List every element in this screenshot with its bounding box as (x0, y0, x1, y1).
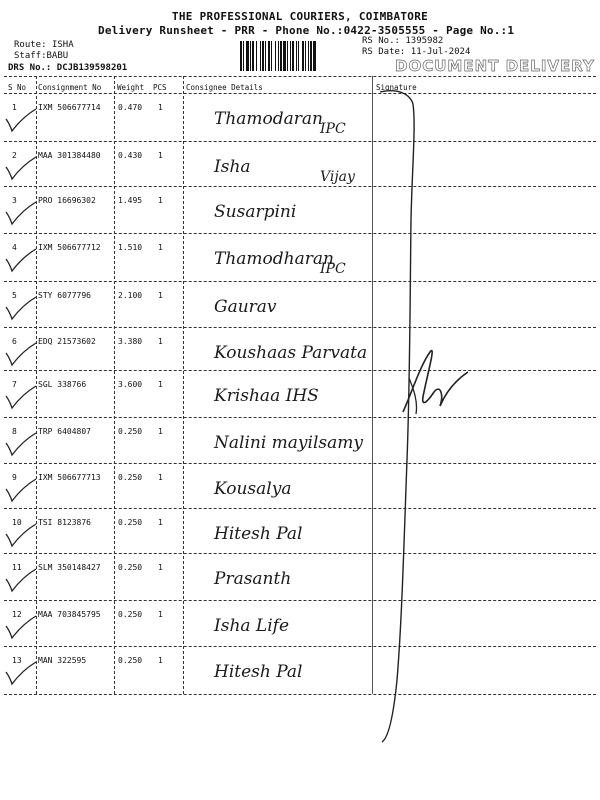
row-sno: 1 (12, 103, 17, 112)
row-consignee-name: Susarpini (214, 202, 297, 222)
row-sno: 5 (12, 291, 17, 300)
row-pcs: 1 (158, 196, 163, 205)
row-pcs: 1 (158, 427, 163, 436)
row-pcs: 1 (158, 610, 163, 619)
row-consignment-no: TSI 8123876 (38, 518, 91, 527)
rs-date-value: 11-Jul-2024 (410, 47, 471, 57)
row-sno: 10 (12, 518, 22, 527)
row-consignee-name: Hitesh Pal (214, 524, 303, 544)
row-pcs: 1 (158, 380, 163, 389)
row-weight: 1.495 (118, 196, 143, 205)
row-sno: 7 (12, 380, 17, 389)
row-consignment-no: MAN 322595 (38, 656, 87, 665)
row-pcs: 1 (158, 473, 163, 482)
row-consignment-no: TRP 6404807 (38, 427, 91, 436)
row-pcs: 1 (158, 103, 163, 112)
row-consignee-name: Kousalya (214, 479, 292, 499)
row-sno: 6 (12, 337, 17, 346)
row-weight: 0.250 (118, 563, 143, 572)
row-pcs: 1 (158, 337, 163, 346)
row-consignment-no: IXM 506677713 (38, 473, 101, 482)
row-consignee-extra: Vijay (320, 169, 355, 185)
row-weight: 0.470 (118, 103, 143, 112)
rs-date-label: RS Date: (362, 47, 406, 57)
row-sno: 4 (12, 243, 17, 252)
row-consignment-no: MAA 301384480 (38, 151, 101, 160)
row-consignee-extra: IPC (320, 121, 346, 137)
col-header-weight: Weight (117, 83, 145, 92)
row-consignee-name: Isha (214, 157, 251, 177)
row-consignment-no: IXM 506677714 (38, 103, 101, 112)
row-sno: 12 (12, 610, 22, 619)
row-weight: 2.100 (118, 291, 143, 300)
row-sno: 11 (12, 563, 22, 572)
row-consignment-no: IXM 506677712 (38, 243, 101, 252)
row-sno: 2 (12, 151, 17, 160)
row-consignee-name: Nalini mayilsamy (214, 433, 363, 453)
col-header-signature: Signature (376, 83, 417, 92)
staff-value: BABU (46, 51, 69, 61)
row-consignee-name: Hitesh Pal (214, 662, 303, 682)
row-consignee-name: Koushaas Parvata (214, 343, 368, 363)
row-pcs: 1 (158, 518, 163, 527)
route-label: Route: (14, 40, 47, 50)
row-weight: 0.250 (118, 427, 143, 436)
row-consignee-name: Gaurav (214, 297, 277, 317)
row-pcs: 1 (158, 151, 163, 160)
row-weight: 3.380 (118, 337, 143, 346)
row-weight: 0.250 (118, 518, 143, 527)
row-pcs: 1 (158, 291, 163, 300)
row-weight: 0.250 (118, 610, 143, 619)
rs-no-label: RS No.: (362, 36, 400, 46)
row-consignment-no: MAA 703845795 (38, 610, 101, 619)
col-header-sno: S No (8, 83, 27, 92)
row-pcs: 1 (158, 563, 163, 572)
row-consignee-name: Isha Life (214, 616, 290, 636)
row-pcs: 1 (158, 656, 163, 665)
document-delivery-stamp: DOCUMENT DELIVERY (395, 57, 595, 75)
row-sno: 9 (12, 473, 17, 482)
row-sno: 13 (12, 656, 22, 665)
row-pcs: 1 (158, 243, 163, 252)
row-consignment-no: EDQ 21573602 (38, 337, 96, 346)
row-consignment-no: STY 6077796 (38, 291, 91, 300)
row-sno: 3 (12, 196, 17, 205)
col-header-consignment: Consignment No (38, 83, 102, 92)
route-value: ISHA (51, 40, 74, 50)
row-consignee-extra: IPC (320, 261, 346, 277)
row-consignment-no: SGL 338766 (38, 380, 87, 389)
row-consignee-name: Thamodharan (214, 249, 334, 269)
col-header-pcs: PCS (153, 83, 167, 92)
row-weight: 1.510 (118, 243, 143, 252)
drs-label: DRS No.: (8, 63, 52, 73)
row-consignee-name: Thamodaran (214, 109, 324, 129)
row-consignment-no: PRO 16696302 (38, 196, 96, 205)
row-weight: 0.250 (118, 473, 143, 482)
drs-value: DCJB139598201 (56, 63, 128, 73)
row-consignee-name: Krishaa IHS (214, 386, 319, 406)
row-weight: 3.600 (118, 380, 143, 389)
runsheet-title: THE PROFESSIONAL COURIERS, COIMBATORE (171, 10, 429, 23)
col-header-consignee: Consignee Details (186, 83, 263, 92)
runsheet-subtitle: Delivery Runsheet - PRR - Phone No.:0422-3505555 - Page No.:1 (98, 24, 515, 37)
rs-no-value: 1395982 (405, 36, 444, 46)
staff-label: Staff: (14, 51, 47, 61)
row-consignment-no: SLM 350148427 (38, 563, 101, 572)
row-consignee-name: Prasanth (214, 569, 292, 589)
row-sno: 8 (12, 427, 17, 436)
row-weight: 0.250 (118, 656, 143, 665)
row-weight: 0.430 (118, 151, 143, 160)
